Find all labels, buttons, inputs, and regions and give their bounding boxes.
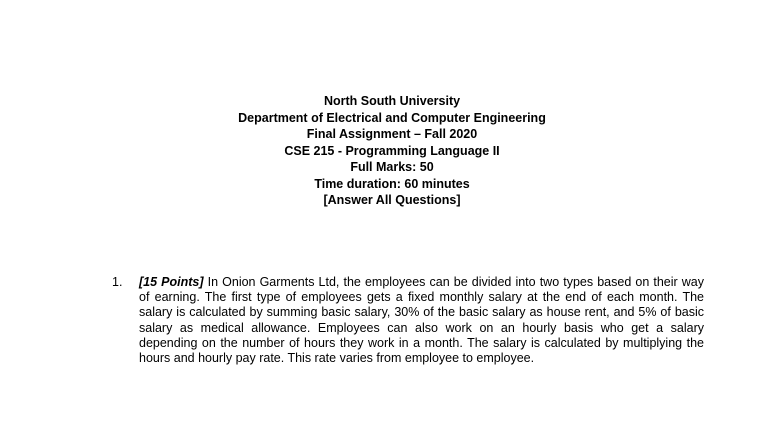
question-body: [139, 275, 704, 366]
time-duration: Time duration: 60 minutes: [314, 176, 470, 191]
question-number: 1.: [112, 275, 123, 289]
truncated-next-line: [180, 435, 700, 447]
instruction-text: [Answer All Questions]: [323, 193, 461, 207]
question-text: In Onion Garments Ltd, the employees can be divided into two types based on their way of earning. The first type of employees gets a fixed monthly salary at the end of each month. The salary is calculated by summing basic salary, 30% of the basic salary as house rent, and 5% of basic salary as medical allowance. Employees can also work on an hourly basis who get a salary depending on the number of hours they work in a month. The salary is calculated by multiplying the hours and hourly pay rate. This rate varies from employee to employee.: [139, 275, 705, 366]
full-marks: Full Marks: 50: [350, 160, 434, 174]
university-name: North South University: [323, 94, 461, 108]
question-points: [15 Points]: [139, 275, 204, 289]
document-header: [0, 93, 784, 209]
assignment-title: Final Assignment – Fall 2020: [306, 127, 478, 141]
department-name: Department of Electrical and Computer Engineering: [238, 110, 546, 125]
course-title: CSE 215 - Programming Language II: [284, 143, 500, 158]
